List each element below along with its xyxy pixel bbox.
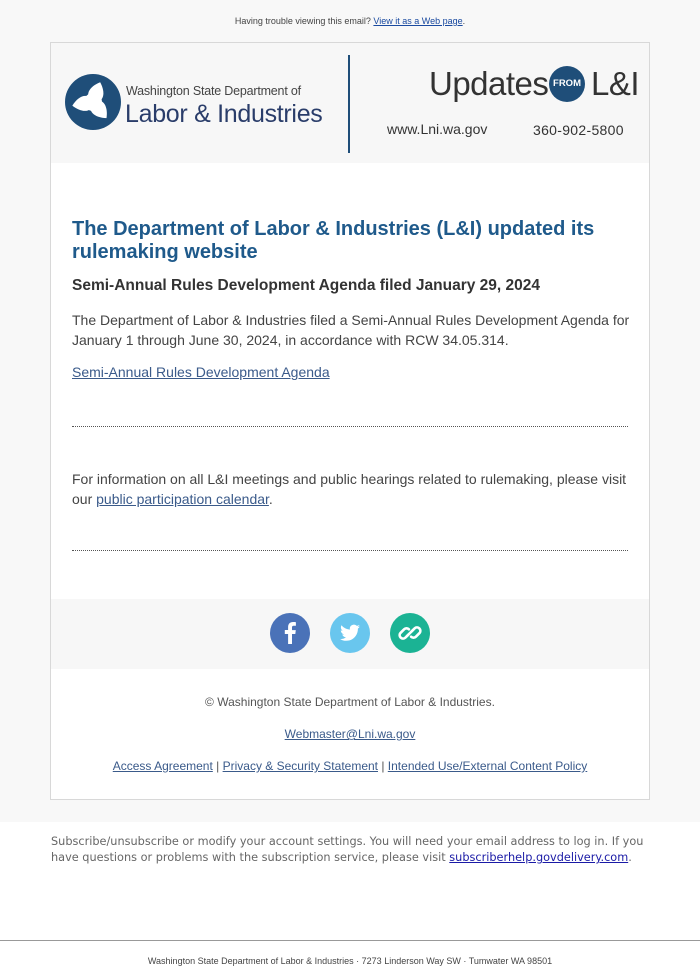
agenda-link[interactable]: Semi-Annual Rules Development Agenda [72, 364, 330, 380]
social-bar [51, 599, 649, 669]
footer-address: Washington State Department of Labor & Industries · 7273 Linderson Way SW · Tumwater WA 98501 [147, 956, 553, 966]
subscribe-notice: Subscribe/unsubscribe or modify your account settings. You will need your email address to log in. If you have questions or problems with the subscription service, please visit subscriberhelp.govdelivery.com. [51, 835, 644, 864]
twitter-button[interactable] [330, 613, 370, 653]
updates-heading: Updates [429, 65, 549, 102]
divider [72, 426, 628, 427]
privacy-link[interactable]: Privacy & Security Statement [222, 759, 378, 773]
logo-name-line: Labor & Industries [125, 100, 323, 128]
twitter-icon [330, 613, 370, 653]
email-header [51, 43, 649, 163]
copyright: © Washington State Department of Labor & Industries. [205, 695, 495, 709]
li-heading: L&I [591, 65, 640, 102]
link-button[interactable] [390, 613, 430, 653]
header-divider [348, 55, 350, 153]
webmaster-link[interactable]: Webmaster@Lni.wa.gov [284, 727, 416, 741]
divider [72, 550, 628, 551]
access-agreement-link[interactable]: Access Agreement [112, 759, 213, 773]
link-icon [390, 613, 430, 653]
article-subtitle: Semi-Annual Rules Development Agenda filed January 29, 2024 [72, 277, 541, 294]
lni-logo-icon [64, 73, 122, 131]
facebook-button[interactable] [270, 613, 310, 653]
intended-use-link[interactable]: Intended Use/External Content Policy [387, 759, 588, 773]
view-web-page-link[interactable]: View it as a Web page [373, 16, 463, 26]
trouble-text: Having trouble viewing this email? [234, 16, 374, 26]
subscriber-help-link[interactable]: subscriberhelp.govdelivery.com [449, 851, 629, 864]
phone-number: 360-902-5800 [533, 122, 624, 138]
public-calendar-link[interactable]: public participation calendar [96, 491, 269, 507]
facebook-icon [270, 613, 310, 653]
article-title: The Department of Labor & Industries (L&I) updated its rulemaking website [72, 218, 595, 263]
footer-rule [0, 940, 700, 941]
article-paragraph: The Department of Labor & Industries filed a Semi-Annual Rules Development Agenda for January 1 through June 30, 2024, in accordance with RCW 34.05.314. [72, 312, 630, 348]
website-url: www.Lni.wa.gov [387, 121, 488, 137]
email-card [50, 42, 650, 800]
logo-dept-line: Washington State Department of [126, 84, 301, 98]
trouble-viewing-notice: Having trouble viewing this email? View it as a Web page. [234, 16, 466, 26]
policy-links: Access Agreement | Privacy & Security Statement | Intended Use/External Content Policy [112, 759, 588, 773]
from-badge: FROM [549, 66, 585, 102]
meetings-info: For information on all L&I meetings and public hearings related to rulemaking, please visit our public participation calendar. [72, 471, 627, 507]
webmaster-line [51, 727, 649, 741]
